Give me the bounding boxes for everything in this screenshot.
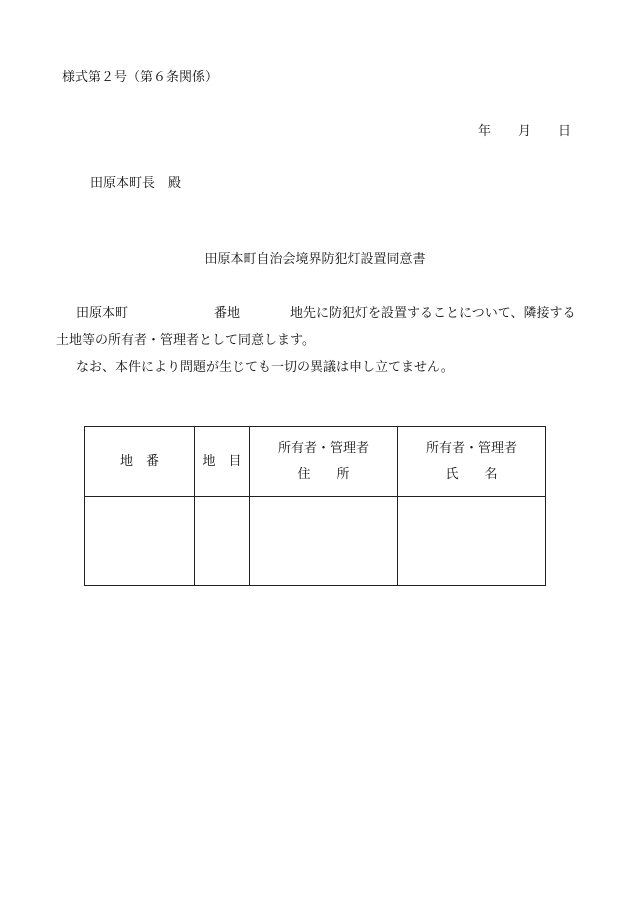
header-lot-number: 地 番	[85, 427, 195, 497]
header-owner-name: 所有者・管理者 氏 名	[398, 427, 546, 497]
header-owner-address: 所有者・管理者 住 所	[250, 427, 398, 497]
form-number: 様式第２号（第６条関係）	[62, 70, 219, 85]
table-header-row	[85, 427, 546, 497]
cell-lot-number[interactable]	[85, 497, 195, 586]
statement-consent: 土地等の所有者・管理者として同意します。	[56, 333, 315, 348]
statement-location: 地先に防犯灯を設置することについて、隣接する	[290, 306, 576, 321]
document-title: 田原本町自治会境界防犯灯設置同意書	[204, 252, 426, 267]
date-year-label: 年	[478, 124, 492, 139]
cell-owner-name[interactable]	[398, 497, 546, 586]
cell-land-category[interactable]	[195, 497, 250, 586]
cell-owner-address[interactable]	[250, 497, 398, 586]
statement-no-objection: なお、本件により問題が生じても一切の異議は申し立てません。	[76, 360, 454, 375]
consent-table	[84, 426, 546, 586]
date-month-label: 月	[518, 124, 532, 139]
statement-lot-number: 番地	[214, 306, 241, 321]
statement-town: 田原本町	[76, 306, 129, 321]
addressee: 田原本町長 殿	[90, 176, 182, 191]
header-land-category: 地 目	[195, 427, 250, 497]
date-day-label: 日	[558, 124, 572, 139]
table-row	[85, 497, 546, 586]
